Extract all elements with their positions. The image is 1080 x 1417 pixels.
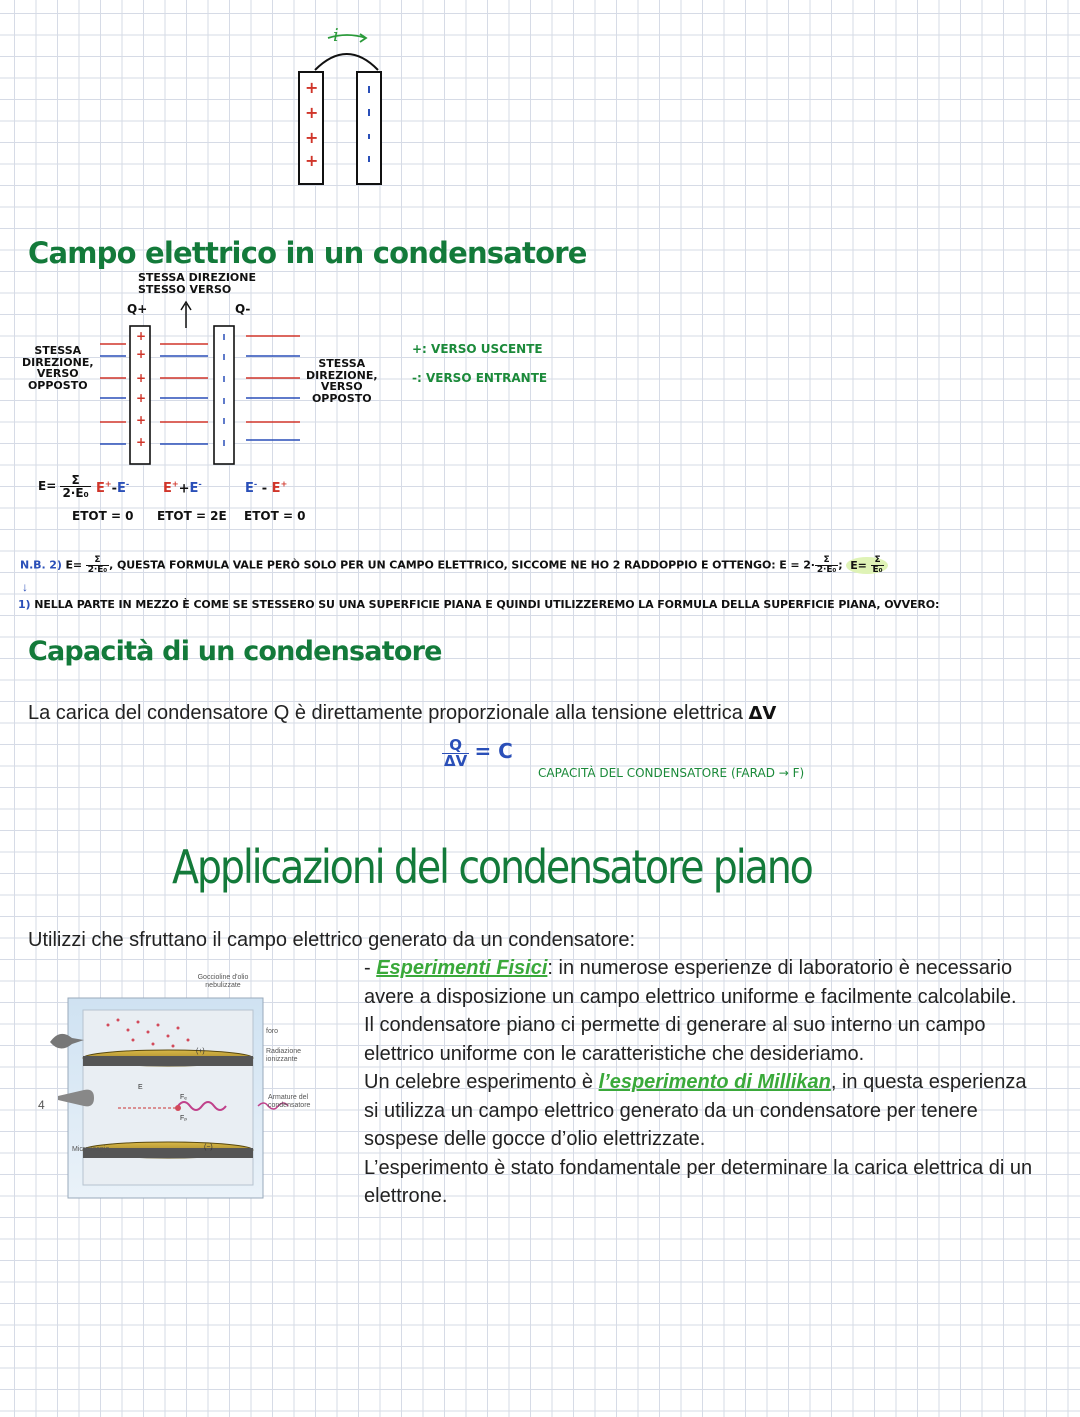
result-fraction bbox=[871, 556, 885, 575]
capacity-sentence: La carica del condensatore Q è direttamente proporzionale alla tensione elettrica bbox=[28, 702, 743, 724]
nb-line2-number: 1) bbox=[18, 598, 31, 611]
para-3-end: , in questa esperienza si utilizza un campo elettrico generato da un condensatore per tenere sospese delle gocce d’olio elettrizzate. bbox=[364, 1071, 1027, 1150]
nb-line-1: N.B. 2) E= $\frac{\Sigma}{\text{2·Ε₀}}$ , QUESTA FORMULA VALE PERÒ SOLO PER UN CAMPO ELETTRICO, SICCOME NE HO 2 RADDOPPIO E OTTENGO: E = 2· $\frac{\Sigma}{\text{2·Ε₀}}$ ; E= $\frac{\Sigma}{\text{Ε₀}}$ bbox=[20, 556, 888, 575]
fraction-denominator: Ε₀ bbox=[872, 565, 883, 575]
svg-text:+: + bbox=[136, 413, 147, 427]
para-4: L’esperimento è stato fondamentale per determinare la carica elettrica di un elettrone. bbox=[364, 1156, 1033, 1207]
applications-intro: Utilizzi che sfruttano il campo elettrico generato da un condensatore: bbox=[28, 929, 636, 951]
fraction-denominator: 2·Ε₀ bbox=[816, 565, 837, 575]
note-line: STESSA bbox=[34, 344, 82, 357]
microscope bbox=[58, 1090, 94, 1107]
svg-text:+: + bbox=[136, 347, 147, 361]
capacity-formula bbox=[442, 738, 513, 769]
figure-label-plus: (+) bbox=[196, 1048, 205, 1055]
fraction-numerator: Σ bbox=[871, 556, 885, 566]
nb-end-prefix: E = 2· bbox=[779, 558, 815, 572]
note-line: DIREZIONE, bbox=[306, 368, 378, 382]
nb-line-2 bbox=[18, 598, 939, 611]
svg-text:+: + bbox=[305, 103, 319, 122]
oil-drop bbox=[175, 1105, 181, 1111]
figure-label-4: 4 bbox=[38, 1098, 45, 1112]
region3-expression: E- - E+ bbox=[245, 480, 288, 497]
fraction-denominator: 2·Ε₀ bbox=[87, 565, 108, 575]
svg-text:+: + bbox=[305, 151, 319, 170]
applications-paragraph bbox=[364, 954, 1034, 1211]
nb-result bbox=[846, 557, 888, 574]
para-dash: - bbox=[364, 957, 377, 979]
link-esperimenti-fisici[interactable]: Esperimenti Fisici bbox=[376, 957, 548, 979]
svg-text:+: + bbox=[136, 435, 147, 449]
capacity-text bbox=[28, 699, 776, 729]
capacity-note: CAPACITÀ DEL CONDENSATORE (FARAD → F) bbox=[538, 766, 805, 780]
nb-text: , QUESTA FORMULA VALE PERÒ SOLO PER UN CAMPO ELETTRICO, SICCOME NE HO 2 RADDOPPIO E OTTENGO: bbox=[109, 558, 776, 572]
note-line: DIREZIONE, bbox=[22, 355, 94, 369]
note-line: STESSA DIREZIONE bbox=[138, 271, 256, 284]
current-label: i bbox=[333, 25, 339, 46]
section-title-electric-field: Campo elettrico in un condensatore bbox=[28, 236, 587, 270]
top-capacitor-diagram bbox=[290, 20, 400, 190]
region3-total: EТОТ = 0 bbox=[244, 509, 306, 523]
section-title-capacity: Capacità di un condensatore bbox=[28, 636, 442, 667]
region1-total: EТОТ = 0 bbox=[72, 509, 134, 523]
nb-arrow: ↓ bbox=[22, 580, 28, 594]
nb-prefix: N.B. 2) bbox=[20, 558, 62, 572]
nb-fraction bbox=[86, 556, 109, 575]
fraction-numerator: Q bbox=[442, 738, 469, 754]
svg-text:+: + bbox=[136, 391, 147, 405]
label-q-minus: Q- bbox=[235, 302, 251, 316]
region2-total: EТОТ = 2E bbox=[157, 509, 227, 523]
para-3-start: Un celebre esperimento è bbox=[364, 1071, 599, 1093]
nb-line2-text: NELLA PARTE IN MEZZO È COME SE STESSERO SU UNA SUPERFICIE PIANA E QUINDI UTILIZZEREMO LA FORMULA DELLA SUPERFICIE PIANA, OVVERO: bbox=[34, 598, 940, 611]
right-region-note bbox=[306, 358, 378, 404]
legend-plus: +: VERSO USCENTE bbox=[412, 342, 543, 356]
figure-label-hole: foro bbox=[266, 1028, 279, 1035]
capacity-fraction bbox=[442, 738, 469, 769]
note-line: OPPOSTO bbox=[311, 391, 372, 405]
result-prefix: E= bbox=[850, 558, 867, 572]
formula-equals-c: = C bbox=[474, 739, 513, 763]
field-formula bbox=[38, 474, 91, 499]
formula-prefix: E= bbox=[38, 479, 57, 493]
current-arc bbox=[315, 54, 378, 70]
link-millikan[interactable]: l’esperimento di Millikan bbox=[598, 1071, 831, 1093]
para-2: Il condensatore piano ci permette di generare al suo interno un campo elettrico uniforme con le caratteristiche che desideriamo. bbox=[364, 1014, 986, 1065]
formula-fraction bbox=[60, 474, 90, 499]
delta-v: ΔV bbox=[748, 703, 777, 724]
note-line: STESSA bbox=[318, 357, 366, 370]
figure-label-minus: (−) bbox=[204, 1144, 213, 1151]
figure-label-radiation: Radiazione ionizzante bbox=[266, 1048, 302, 1063]
nb-formula-prefix: E= bbox=[65, 558, 83, 572]
figure-label-fp: Fₚ bbox=[180, 1115, 188, 1122]
svg-text:+: + bbox=[305, 128, 319, 147]
legend-minus: -: VERSO ENTRANTE bbox=[412, 371, 548, 385]
figure-label-e: E bbox=[138, 1084, 143, 1091]
left-region-note bbox=[22, 345, 94, 391]
svg-text:+: + bbox=[136, 371, 147, 385]
label-q-plus: Q+ bbox=[127, 302, 148, 316]
plate-capacitor-field-diagram bbox=[90, 298, 320, 470]
fraction-numerator: Σ bbox=[815, 556, 838, 566]
figure-label-plates: Armature del condensatore bbox=[268, 1094, 311, 1109]
figure-label-fe: Fₑ bbox=[180, 1094, 187, 1101]
fraction-numerator: Σ bbox=[60, 474, 90, 487]
region2-expression: E++E- bbox=[163, 480, 202, 497]
note-line: OPPOSTO bbox=[27, 378, 88, 392]
millikan-figure bbox=[38, 970, 338, 1210]
svg-text:+: + bbox=[305, 78, 319, 97]
same-direction-note bbox=[138, 272, 256, 296]
nb-end-fraction bbox=[815, 556, 838, 575]
note-line: VERSO bbox=[320, 380, 363, 393]
fraction-denominator: 2·Ε₀ bbox=[62, 486, 89, 500]
figure-label-oil: Goccioline d'olio nebulizzate bbox=[197, 974, 249, 989]
section-title-applications: Applicazioni del condensatore piano bbox=[172, 840, 812, 894]
region1-expression: E+-E- bbox=[96, 480, 130, 497]
fraction-denominator: ΔV bbox=[444, 752, 468, 770]
fraction-numerator: Σ bbox=[86, 556, 109, 566]
note-line: STESSO VERSO bbox=[138, 283, 232, 296]
millikan-illustration bbox=[38, 970, 338, 1210]
svg-text:+: + bbox=[136, 329, 147, 343]
note-line: VERSO bbox=[36, 367, 79, 380]
figure-label-microscope: Microscopio bbox=[72, 1146, 110, 1153]
para-1: : in numerose esperienze di laboratorio è necessario avere a disposizione un campo elettrico uniforme e facilmente calcolabile. bbox=[364, 957, 1017, 1008]
